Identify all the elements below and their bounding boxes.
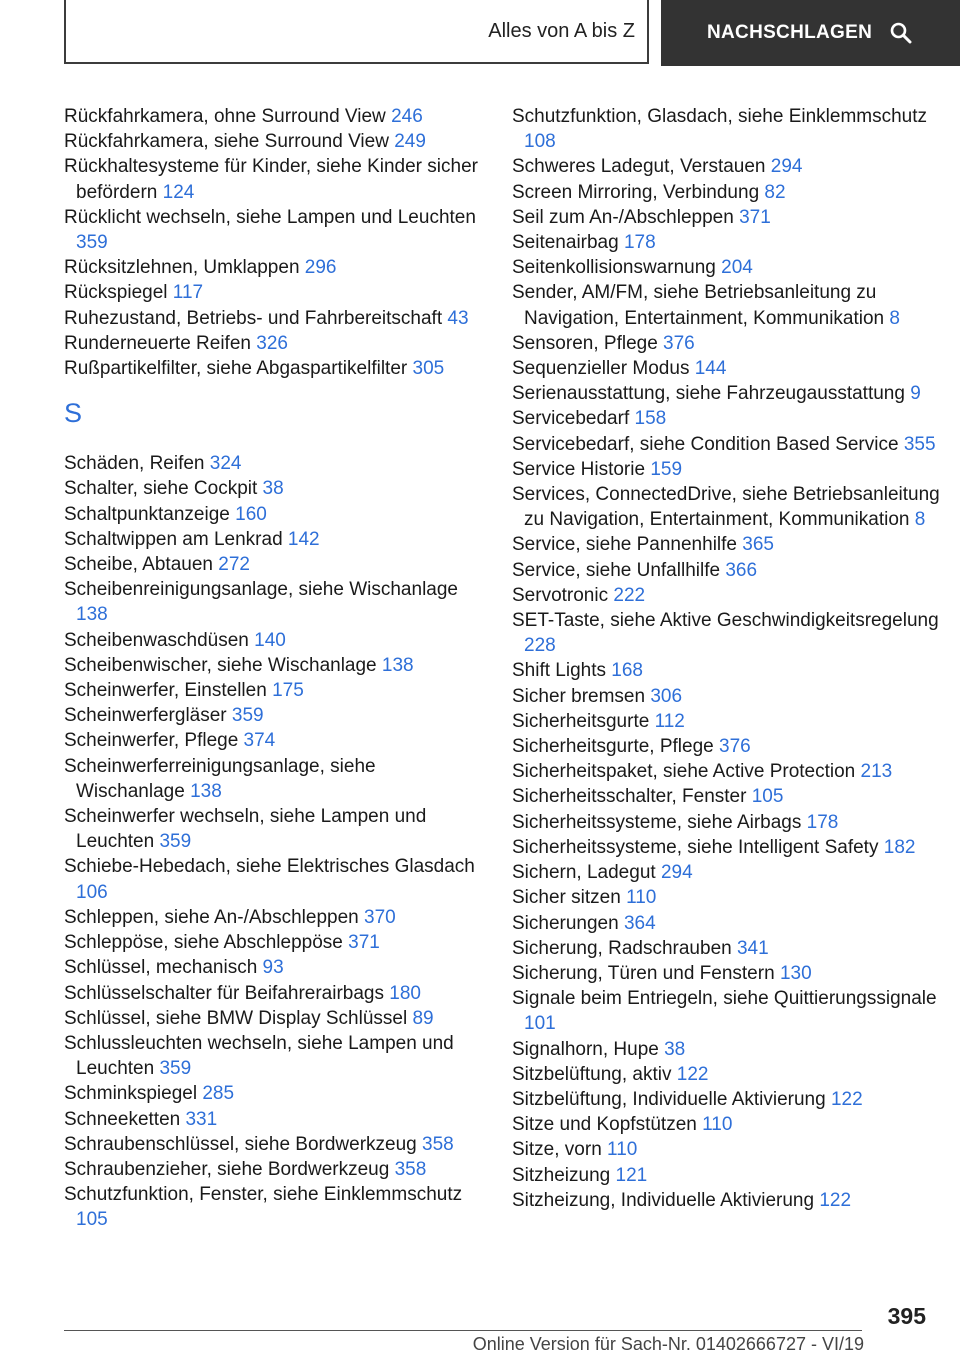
index-entry: [64, 104, 489, 129]
index-entry-text: Seitenkollisionswarnung: [512, 257, 716, 279]
tab-alles-label: Alles von A bis Z: [488, 19, 635, 42]
index-entry-text: Signale beim Entriegeln, siehe Quittierungssignale: [512, 988, 937, 1010]
index-entry: [512, 1188, 942, 1213]
index-entry: [64, 930, 489, 955]
index-entry: [512, 961, 942, 986]
index-entry: [512, 558, 942, 583]
index-entry-text: Shift Lights: [512, 660, 606, 682]
page-link[interactable]: 341: [736, 937, 769, 959]
page-link[interactable]: 365: [742, 534, 774, 556]
tab-nachschlagen-label: NACHSCHLAGEN: [707, 22, 873, 43]
index-entry-text: Sicherung, Türen und Fenstern: [512, 962, 775, 984]
index-entry: [512, 936, 942, 961]
index-entry-text: Rückfahrkamera, ohne Surround View: [64, 106, 386, 127]
index-entry: [512, 331, 942, 356]
page-link[interactable]: 122: [676, 1063, 709, 1085]
index-entry-text: Rußpartikelfilter, siehe Abgaspartikelfilter: [64, 358, 408, 380]
page-link[interactable]: 117: [172, 282, 204, 304]
index-entry-text: Sitzbelüftung, aktiv: [512, 1063, 672, 1085]
index-entry: [64, 1031, 489, 1081]
index-entry: [512, 810, 942, 835]
index-entry-text: Schleppöse, siehe Abschleppöse: [64, 932, 343, 954]
index-entry: [512, 482, 942, 532]
index-entry-text: Scheinwerfer wechseln, siehe Lampen und Leuchten: [64, 806, 427, 853]
index-entry-text: Schweres Ladegut, Verstauen: [512, 156, 766, 178]
index-entry: [512, 255, 942, 280]
page-link[interactable]: 159: [650, 458, 683, 480]
index-entry: [64, 451, 489, 476]
index-entry-text: Servotronic: [512, 584, 609, 606]
index-entry: [512, 356, 942, 381]
page-link[interactable]: 182: [883, 836, 916, 858]
index-entry-text: Schutzfunktion, Fenster, siehe Einklemmschutz: [64, 1184, 463, 1206]
page-link[interactable]: 294: [770, 156, 803, 178]
index-entry: [512, 583, 942, 608]
page-link[interactable]: 8: [889, 307, 900, 329]
index-entry-text: Rücklicht wechseln, siehe Lampen und Leuchten: [64, 206, 476, 228]
page-link[interactable]: 124: [162, 181, 195, 203]
index-entry-text: Seitenairbag: [512, 232, 619, 254]
index-entry-text: Sichern, Ladegut: [512, 862, 656, 884]
page-number: 395: [887, 1303, 926, 1329]
index-entry: [512, 532, 942, 557]
index-entry-text: Sicherheitssysteme, siehe Airbags: [512, 811, 802, 833]
index-entry-text: Sitzheizung: [512, 1164, 611, 1186]
index-entry-text: Schneeketten: [64, 1108, 181, 1130]
index-entry: [64, 1132, 489, 1157]
index-entry-text: Sicherung, Radschrauben: [512, 937, 732, 959]
index-entry: [64, 1107, 489, 1132]
index-entry: [64, 476, 489, 501]
index-entry: [64, 1081, 489, 1106]
index-entry: [64, 653, 489, 678]
page-link[interactable]: 366: [725, 559, 758, 581]
search-icon[interactable]: [890, 22, 912, 44]
index-entry-text: Sicher sitzen: [512, 887, 621, 909]
index-entry-text: Sicherungen: [512, 912, 619, 934]
page-link[interactable]: 110: [626, 887, 657, 909]
page-link[interactable]: 178: [806, 811, 839, 833]
page-link[interactable]: 370: [364, 906, 396, 928]
index-entry: [64, 1157, 489, 1182]
index-entry-text: Schleppen, siehe An-/Abschleppen: [64, 906, 359, 928]
page-link[interactable]: 121: [615, 1164, 648, 1186]
index-entry-text: Signalhorn, Hupe: [512, 1038, 659, 1060]
index-entry-text: Schäden, Reifen: [64, 453, 205, 475]
index-entry-text: Schminkspiegel: [64, 1083, 198, 1105]
index-entry-text: Scheinwerferreinigungsanlage, siehe Wischanlage: [64, 755, 376, 802]
index-entry: [64, 703, 489, 728]
index-entry: [512, 381, 942, 406]
page-link[interactable]: 326: [256, 332, 288, 354]
index-entry-text: Scheinwerfergläser: [64, 705, 227, 727]
page-link[interactable]: 160: [235, 503, 267, 525]
page-link[interactable]: 89: [412, 1007, 434, 1029]
index-entry-text: Schaltwippen am Lenkrad: [64, 528, 283, 550]
page-link[interactable]: 105: [76, 1209, 108, 1231]
page-link[interactable]: 108: [524, 131, 556, 153]
page-link[interactable]: 228: [524, 635, 556, 657]
page-link[interactable]: 249: [394, 131, 426, 153]
page-link[interactable]: 175: [272, 680, 304, 702]
page-link[interactable]: 359: [159, 1058, 192, 1080]
page-link[interactable]: 138: [76, 604, 108, 626]
index-entry: [64, 981, 489, 1006]
page-link[interactable]: 374: [243, 730, 276, 752]
index-entry-text: Schiebe-Hebedach, siehe Elektrisches Glasdach: [64, 856, 475, 878]
index-entry: [512, 860, 942, 885]
index-entry-text: Servicebedarf, siehe Condition Based Service: [512, 433, 899, 455]
index-entry: [512, 154, 942, 179]
index-entry: [512, 835, 942, 860]
index-entry: [512, 104, 942, 154]
index-entry-text: Sensoren, Pflege: [512, 332, 658, 354]
page-link[interactable]: 112: [654, 710, 685, 732]
index-entry: [512, 280, 942, 330]
index-entry-text: Schutzfunktion, Glasdach, siehe Einklemmschutz: [512, 106, 928, 127]
index-entry-text: Rücksitzlehnen, Umklappen: [64, 257, 300, 279]
page-link[interactable]: 178: [623, 232, 656, 254]
index-entry-text: Scheinwerfer, Einstellen: [64, 680, 267, 702]
page-link[interactable]: 43: [447, 307, 469, 329]
index-entry: [64, 1182, 489, 1232]
index-entry-text: Service Historie: [512, 458, 646, 480]
page-link[interactable]: 358: [422, 1133, 454, 1155]
page-link[interactable]: 331: [185, 1108, 218, 1130]
index-entry: [64, 280, 489, 305]
index-entry-text: Scheibenwaschdüsen: [64, 629, 249, 651]
index-entry-text: Sitzbelüftung, Individuelle Aktivierung: [512, 1088, 826, 1110]
page-link[interactable]: 305: [412, 358, 445, 380]
index-entry: [64, 804, 489, 854]
index-entry: [512, 608, 942, 658]
index-entry-text: Rückfahrkamera, siehe Surround View: [64, 131, 389, 153]
index-entry: [512, 1137, 942, 1162]
page-link[interactable]: 105: [751, 786, 784, 808]
index-entry: [64, 129, 489, 154]
index-entry: [64, 527, 489, 552]
page-link[interactable]: 110: [607, 1139, 638, 1161]
page-link[interactable]: 371: [739, 206, 771, 228]
page-link[interactable]: 122: [819, 1189, 852, 1211]
index-entry: [512, 1112, 942, 1137]
index-entry: [512, 759, 942, 784]
page-link[interactable]: 222: [613, 584, 646, 606]
index-entry: [64, 754, 489, 804]
page-link[interactable]: 272: [218, 554, 250, 576]
index-entry-text: Sicherheitspaket, siehe Active Protection: [512, 761, 856, 783]
index-entry: [512, 734, 942, 759]
index-entry: [512, 457, 942, 482]
page-link[interactable]: 38: [262, 478, 284, 500]
index-entry-text: Scheinwerfer, Pflege: [64, 730, 239, 752]
index-entry: [512, 885, 942, 910]
index-entry: [64, 1006, 489, 1031]
index-column-left: [64, 104, 489, 1233]
tab-nachschlagen[interactable]: [661, 0, 960, 66]
index-entry: [512, 205, 942, 230]
page-link[interactable]: 140: [254, 629, 286, 651]
index-entry: [64, 331, 489, 356]
index-entry: [64, 577, 489, 627]
index-entry-text: Servicebedarf: [512, 408, 630, 430]
page-link[interactable]: 122: [830, 1088, 863, 1110]
index-entry-text: Schlüssel, siehe BMW Display Schlüssel: [64, 1007, 408, 1029]
page-link[interactable]: 376: [719, 736, 751, 758]
page-link[interactable]: 138: [381, 654, 414, 676]
index-entry: [512, 180, 942, 205]
index-entry: [512, 1087, 942, 1112]
index-entry-text: Services, ConnectedDrive, siehe Betriebsanleitung zu Navigation, Entertainment, Kommunikation: [512, 484, 940, 531]
index-entry-text: Schalter, siehe Cockpit: [64, 478, 258, 500]
page-header: [64, 0, 960, 64]
index-entry-text: Ruhezustand, Betriebs- und Fahrbereitschaft: [64, 307, 443, 329]
page-link[interactable]: 359: [76, 232, 108, 254]
index-entry: [64, 255, 489, 280]
index-entry-text: Scheibe, Abtauen: [64, 554, 213, 576]
index-entry: [512, 709, 942, 734]
page-link[interactable]: 359: [231, 705, 264, 727]
index-entry-text: Sender, AM/FM, siehe Betriebsanleitung zu Navigation, Entertainment, Kommunikation: [512, 282, 885, 329]
index-entry: [512, 1163, 942, 1188]
page-link[interactable]: 144: [694, 358, 727, 380]
footer-text: Online Version für Sach-Nr. 01402666727 - VI/19: [472, 1334, 864, 1354]
page-link[interactable]: 110: [702, 1114, 733, 1136]
index-entry: [64, 205, 489, 255]
index-entry-text: Runderneuerte Reifen: [64, 332, 251, 354]
page-link[interactable]: 359: [159, 831, 192, 853]
index-entry-text: Schraubenzieher, siehe Bordwerkzeug: [64, 1158, 390, 1180]
index-entry-text: Scheibenreinigungsanlage, siehe Wischanlage: [64, 579, 458, 601]
index-entry-text: Sitze und Kopfstützen: [512, 1114, 697, 1136]
page-link[interactable]: 355: [903, 433, 936, 455]
index-entry-text: Schlussleuchten wechseln, siehe Lampen und Leuchten: [64, 1032, 454, 1080]
index-entry-text: Sicherheitsschalter, Fenster: [512, 786, 747, 808]
page-link[interactable]: 9: [910, 383, 921, 405]
index-entry-text: Schlüsselschalter für Beifahrerairbags: [64, 982, 384, 1004]
page-link[interactable]: 158: [634, 408, 667, 430]
index-entry-text: Rückhaltesysteme für Kinder, siehe Kinder sicher befördern: [64, 156, 478, 203]
index-column-right: [512, 104, 942, 1213]
index-entry: [512, 230, 942, 255]
page-link[interactable]: 306: [650, 685, 683, 707]
index-entry-text: Serienausstattung, siehe Fahrzeugausstattung: [512, 383, 905, 405]
index-entry-text: Sicher bremsen: [512, 685, 646, 707]
page-link[interactable]: 82: [764, 181, 786, 203]
index-entry-text: Rückspiegel: [64, 282, 168, 304]
page-link[interactable]: 168: [611, 660, 643, 682]
page-link[interactable]: 142: [287, 528, 320, 550]
index-entry: [512, 432, 942, 457]
index-entry-text: Seil zum An-/Abschleppen: [512, 206, 734, 228]
page-link[interactable]: 8: [914, 509, 926, 531]
page-link[interactable]: 213: [860, 761, 893, 783]
letter-heading-s: S: [64, 398, 83, 429]
index-entry: [64, 854, 489, 904]
page-link[interactable]: 294: [660, 862, 693, 884]
page-link[interactable]: 376: [663, 332, 695, 354]
page-link[interactable]: 204: [721, 257, 753, 279]
index-entry: [64, 678, 489, 703]
index-entry: [512, 1037, 942, 1062]
index-entry-text: Sequenzieller Modus: [512, 358, 690, 380]
index-entry-text: SET-Taste, siehe Aktive Geschwindigkeitsregelung: [512, 610, 939, 632]
index-entry: [512, 684, 942, 709]
index-entry-text: Sitze, vorn: [512, 1139, 602, 1161]
index-entry: [512, 406, 942, 431]
page-link[interactable]: 285: [202, 1083, 235, 1105]
index-entry-text: Screen Mirroring, Verbindung: [512, 181, 760, 203]
page-link[interactable]: 130: [779, 962, 812, 984]
page-link[interactable]: 296: [304, 257, 337, 279]
index-entry: [64, 356, 489, 381]
index-entry-text: Service, siehe Unfallhilfe: [512, 559, 721, 581]
index-entry-text: Scheibenwischer, siehe Wischanlage: [64, 654, 377, 676]
index-entry-text: Schaltpunktanzeige: [64, 503, 230, 525]
index-entry-text: Sitzheizung, Individuelle Aktivierung: [512, 1189, 815, 1211]
footer-divider: [64, 1330, 862, 1331]
page-link[interactable]: 364: [623, 912, 656, 934]
page-link[interactable]: 246: [391, 106, 423, 127]
index-entry: [64, 955, 489, 980]
index-entry: [512, 911, 942, 936]
page-link[interactable]: 180: [389, 982, 421, 1004]
index-entry-text: Sicherheitsgurte: [512, 710, 650, 732]
page-link[interactable]: 324: [209, 453, 242, 475]
index-entry: [512, 658, 942, 683]
page-link[interactable]: 38: [664, 1038, 686, 1060]
page-link[interactable]: 106: [76, 881, 108, 903]
index-entry-text: Service, siehe Pannenhilfe: [512, 534, 737, 556]
index-entry: [512, 986, 942, 1036]
index-entry: [64, 154, 489, 204]
index-entry: [64, 728, 489, 753]
index-entry: [64, 552, 489, 577]
page-link[interactable]: 93: [262, 957, 284, 979]
index-entry: [512, 1062, 942, 1087]
index-entry: [64, 628, 489, 653]
page-link[interactable]: 138: [190, 780, 222, 802]
index-entry: [64, 306, 489, 331]
index-entry: [64, 905, 489, 930]
index-entry-text: Schraubenschlüssel, siehe Bordwerkzeug: [64, 1133, 417, 1155]
page-link[interactable]: 371: [348, 932, 380, 954]
index-entry-text: Schlüssel, mechanisch: [64, 957, 258, 979]
index-entry: [64, 502, 489, 527]
index-entry-text: Sicherheitssysteme, siehe Intelligent Safety: [512, 836, 879, 858]
page-link[interactable]: 358: [394, 1158, 427, 1180]
page-link[interactable]: 101: [524, 1013, 556, 1035]
index-entry-text: Sicherheitsgurte, Pflege: [512, 736, 714, 758]
tab-alles-von-a-bis-z[interactable]: [64, 0, 649, 64]
index-entry: [512, 784, 942, 809]
